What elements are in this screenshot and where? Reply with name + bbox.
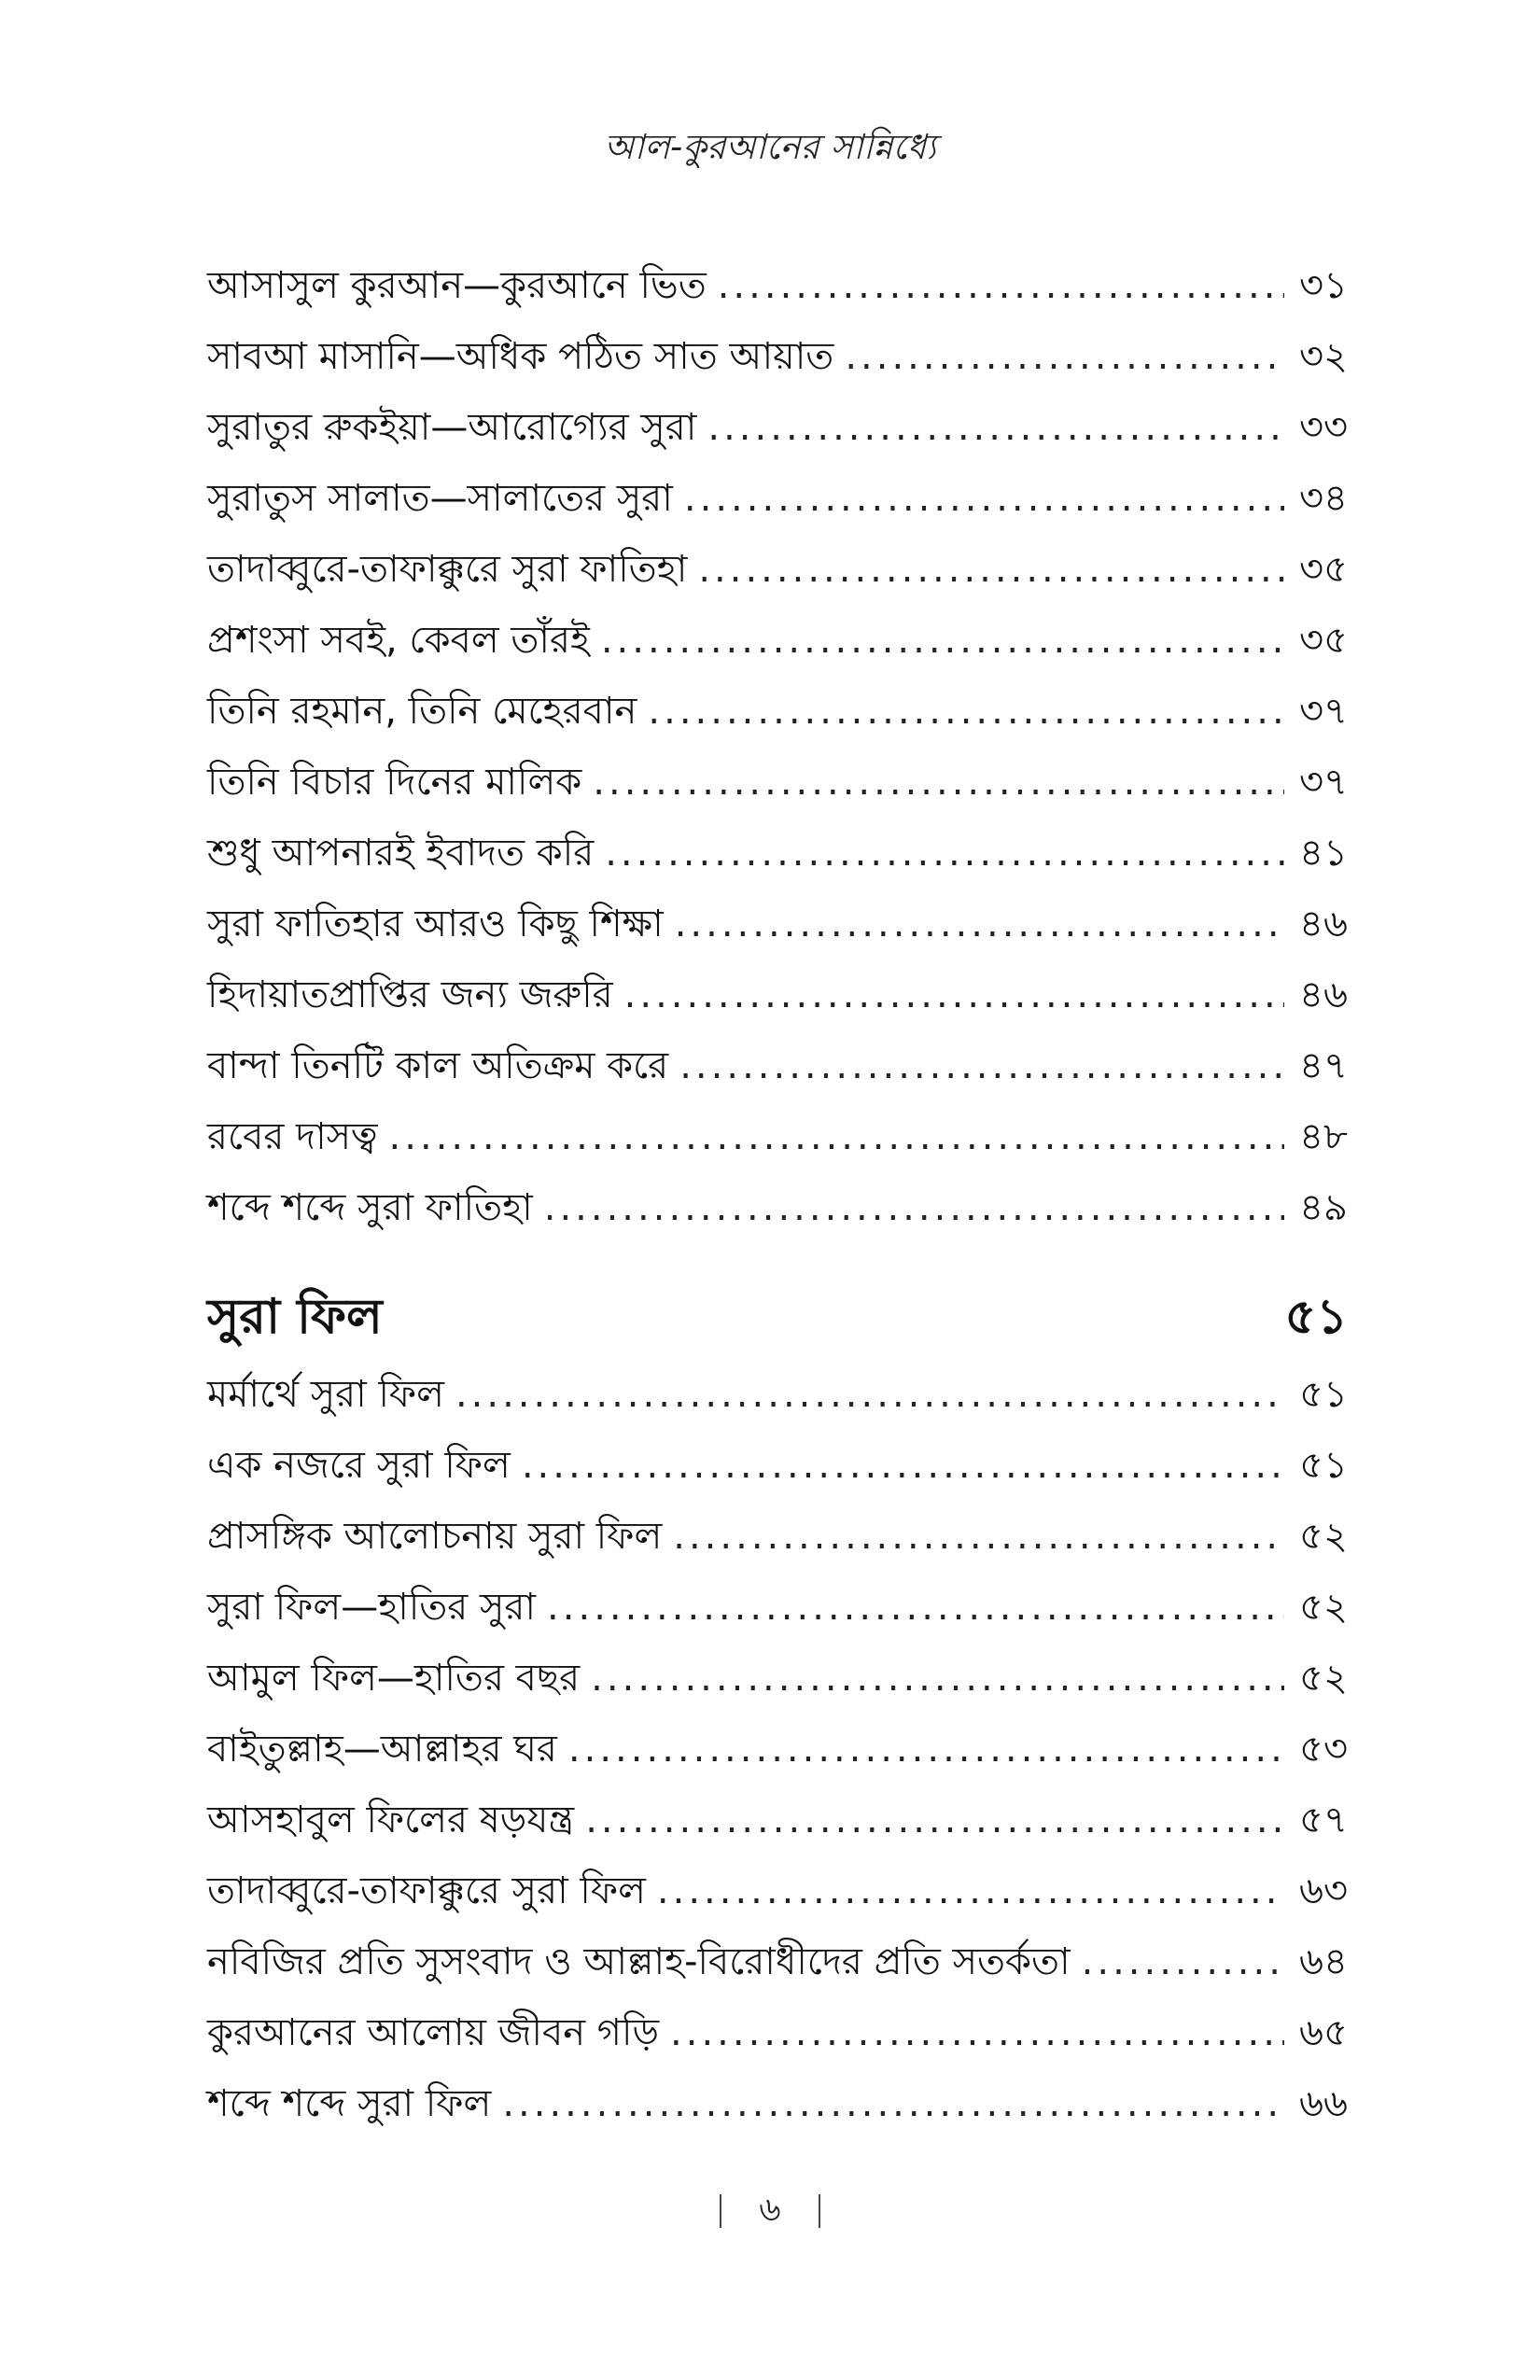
toc-entry <box>207 250 1348 321</box>
toc-entry-title: তিনি রহমান, তিনি মেহেরবান <box>207 690 637 733</box>
toc-entry-title: কুরআনের আলোয় জীবন গড়ি <box>207 2011 660 2054</box>
toc-entry-page: ৩৫ <box>1299 548 1348 591</box>
toc-entry-page: ৫৩ <box>1299 1728 1348 1771</box>
toc-entry <box>207 1855 1348 1926</box>
toc-entry-page: ৩২ <box>1298 335 1348 378</box>
toc-entry-page: ৪৯ <box>1299 1186 1348 1229</box>
toc-entry-title: তিনি বিচার দিনের মালিক <box>207 761 582 804</box>
toc-entry <box>207 392 1348 463</box>
toc-entry <box>207 1643 1348 1714</box>
toc-entry-page: ৩৫ <box>1299 619 1348 662</box>
toc-entry-page: ৩৭ <box>1298 690 1348 733</box>
dot-leader <box>675 889 1284 959</box>
dot-leader <box>670 1997 1284 2068</box>
dot-leader <box>845 321 1284 392</box>
toc-entry-title: তাদাব্বুরে-তাফাক্কুরে সুরা ফিল <box>207 1869 646 1912</box>
toc-entry-title: সুরা ফাতিহার আরও কিছু শিক্ষা <box>207 903 664 945</box>
toc-entry-page: ৬৪ <box>1299 1940 1348 1983</box>
toc-entry <box>207 818 1348 889</box>
toc-entry <box>207 1997 1348 2068</box>
toc-entry-page: ৫১ <box>1299 1373 1348 1416</box>
dot-leader <box>679 1030 1284 1101</box>
dot-leader <box>601 605 1284 676</box>
toc-entry <box>207 605 1348 676</box>
toc-entry-title: শব্দে শব্দে সুরা ফাতিহা <box>207 1186 533 1229</box>
toc-entry-page: ৩৪ <box>1299 477 1348 520</box>
toc-entry-title: মর্মার্থে সুরা ফিল <box>207 1373 444 1416</box>
toc-entry-page: ৬৫ <box>1299 2011 1348 2054</box>
toc-entry-page: ৩৭ <box>1298 761 1348 804</box>
toc-entry-title: রবের দাসত্ব <box>207 1115 378 1158</box>
toc-entry-title: আসহাবুল ফিলের ষড়যন্ত্র <box>207 1799 575 1841</box>
toc-entry <box>207 1359 1348 1430</box>
toc-entry-page: ৪৬ <box>1299 973 1348 1016</box>
dot-leader <box>591 1643 1284 1714</box>
dot-leader <box>707 392 1284 463</box>
dot-leader <box>698 534 1284 605</box>
dot-leader <box>389 1101 1284 1172</box>
toc-entry <box>207 889 1348 959</box>
toc-entry <box>207 1714 1348 1785</box>
running-header: আল-কুরআনের সান্নিধ্যে <box>604 127 936 167</box>
toc-entry-page: ৫১ <box>1299 1444 1348 1487</box>
dot-leader <box>624 959 1284 1030</box>
toc-entry-title: সুরাতুর রুকইয়া—আরোগ্যের সুরা <box>207 406 697 449</box>
toc-entry <box>207 676 1348 747</box>
page-number: ৬ <box>759 2191 781 2229</box>
toc-entry-page: ৪৬ <box>1299 903 1348 945</box>
toc-entry-title: বাইতুল্লাহ—আল্লাহর ঘর <box>207 1728 557 1771</box>
toc-entry-page: ৫২ <box>1299 1586 1348 1629</box>
dot-leader <box>684 463 1284 534</box>
toc-entry-title: শব্দে শব্দে সুরা ফিল <box>207 2082 492 2125</box>
toc-entry-title: বান্দা তিনটি কাল অতিক্রম করে <box>207 1044 669 1087</box>
toc-entry <box>207 1785 1348 1855</box>
toc-list-part2 <box>207 1359 1348 2139</box>
toc-entry-page: ৪৭ <box>1299 1044 1348 1087</box>
toc-entry <box>207 2068 1348 2139</box>
dot-leader <box>568 1714 1284 1785</box>
toc-entry-page: ৩৩ <box>1298 406 1348 449</box>
toc-entry-title: আসাসুল কুরআন—কুরআনে ভিত <box>207 264 707 307</box>
toc-entry-page: ৫২ <box>1299 1657 1348 1700</box>
toc-entry <box>207 1172 1348 1243</box>
toc-entry <box>207 1926 1348 1997</box>
dot-leader <box>605 818 1284 889</box>
dot-leader <box>648 676 1284 747</box>
toc-entry <box>207 534 1348 605</box>
toc-entry-title: হিদায়াতপ্রাপ্তির জন্য জরুরি <box>207 973 613 1016</box>
toc-entry <box>207 463 1348 534</box>
toc-entry-page: ৬৬ <box>1298 2082 1348 2125</box>
toc-list-part1 <box>207 250 1348 1243</box>
toc-entry-title: আমুল ফিল—হাতির বছর <box>207 1657 581 1700</box>
dot-leader <box>502 2068 1284 2139</box>
section-page: ৫১ <box>1284 1289 1348 1345</box>
footer-bar-left <box>720 2194 721 2228</box>
toc-entry-page: ৫২ <box>1299 1515 1348 1558</box>
toc-entry-page: ৫৭ <box>1299 1799 1348 1841</box>
toc-entry-page: ৪৮ <box>1299 1115 1348 1158</box>
toc-entry <box>207 1501 1348 1572</box>
toc-entry-page: ৪১ <box>1299 832 1348 875</box>
toc-entry-page: ৩১ <box>1299 264 1348 307</box>
dot-leader <box>1082 1926 1284 1997</box>
dot-leader <box>544 1172 1284 1243</box>
page-footer <box>0 2184 1540 2240</box>
toc-entry-title: সুরাতুস সালাত—সালাতের সুরা <box>207 477 673 520</box>
toc-entry-title: সুরা ফিল—হাতির সুরা <box>207 1586 537 1629</box>
toc-entry <box>207 1572 1348 1643</box>
section-heading <box>207 1275 1348 1359</box>
dot-leader <box>593 747 1284 818</box>
dot-leader <box>522 1430 1284 1501</box>
footer-bar-right <box>819 2194 820 2228</box>
toc-entry <box>207 321 1348 392</box>
dot-leader <box>585 1785 1284 1855</box>
toc-entry <box>207 1030 1348 1101</box>
toc-entry <box>207 959 1348 1030</box>
toc-entry-title: তাদাব্বুরে-তাফাক্কুরে সুরা ফাতিহা <box>207 548 688 591</box>
dot-leader <box>718 250 1284 321</box>
toc-entry-title: শুধু আপনারই ইবাদত করি <box>207 832 595 875</box>
dot-leader <box>673 1501 1284 1572</box>
toc-entry-page: ৬৩ <box>1298 1869 1348 1912</box>
dot-leader <box>657 1855 1284 1926</box>
toc-entry <box>207 1430 1348 1501</box>
dot-leader <box>547 1572 1284 1643</box>
toc-entry-title: নবিজির প্রতি সুসংবাদ ও আল্লাহ-বিরোধীদের প্রতি সতর্কতা <box>207 1940 1071 1983</box>
table-of-contents <box>207 250 1348 2139</box>
dot-leader <box>455 1359 1284 1430</box>
toc-entry-title: সাবআ মাসানি—অধিক পঠিত সাত আয়াত <box>207 335 834 378</box>
toc-entry <box>207 747 1348 818</box>
toc-entry-title: এক নজরে সুরা ফিল <box>207 1444 511 1487</box>
toc-entry-title: প্রশংসা সবই, কেবল তাঁরই <box>207 619 590 662</box>
toc-entry <box>207 1101 1348 1172</box>
section-title: সুরা ফিল <box>207 1289 383 1345</box>
toc-entry-title: প্রাসঙ্গিক আলোচনায় সুরা ফিল <box>207 1515 663 1558</box>
